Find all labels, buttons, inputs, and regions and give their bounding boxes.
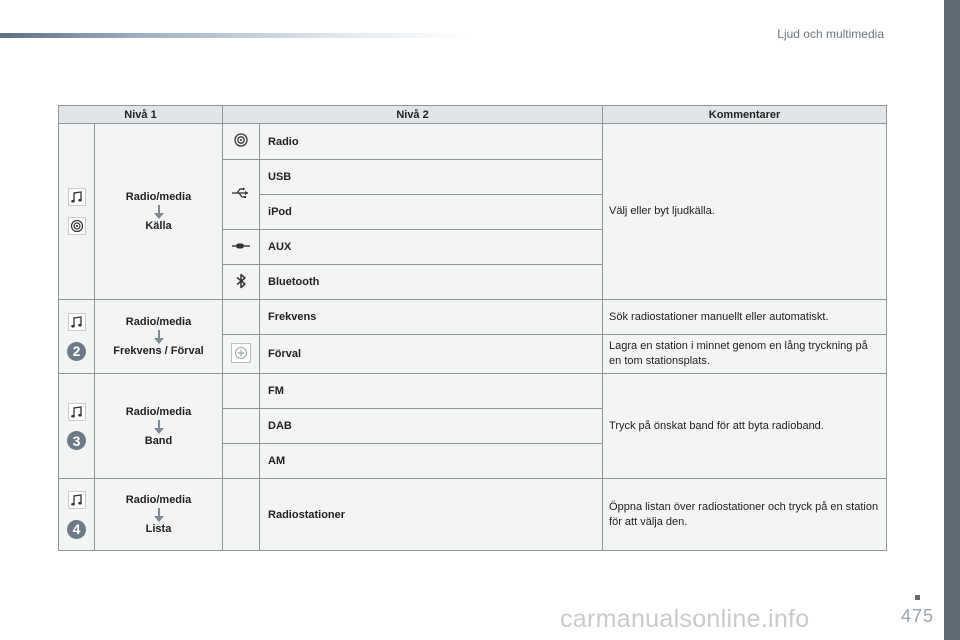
radio-antenna-icon [59,213,94,239]
preset-add-icon [223,335,260,374]
level2-item: Radio [260,124,603,160]
level2-item: AUX [260,230,603,265]
comment-cell: Sök radiostationer manuellt eller automatiskt. [603,300,887,335]
bluetooth-icon [223,265,260,300]
level2-item: Radiostationer [260,479,603,551]
group1-level1 [95,124,223,300]
radio-source-icon [223,124,260,160]
group1-comment: Välj eller byt ljudkälla. [603,124,887,300]
level2-item: Förval [260,335,603,374]
step-number-badge: 2 [59,338,94,364]
music-note-icon [59,487,94,513]
side-strip [944,0,960,640]
empty-icon-cell [223,374,260,409]
step-number-badge: 4 [59,516,94,542]
level1-top-label: Radio/media [125,494,192,506]
group1-icons [59,124,95,300]
section-title: Ljud och multimedia [777,27,884,41]
header-level1: Nivå 1 [59,106,223,124]
level1-bottom-label: Band [144,434,173,447]
music-note-icon [59,399,94,425]
group3-level1 [95,374,223,479]
table-row [59,374,887,409]
level1-bottom-label: Källa [145,220,172,232]
comment-cell: Lagra en station i minnet genom en lång tryckning på en tom stationsplats. [603,335,887,374]
level2-item: iPod [260,195,603,230]
header-level2: Nivå 2 [223,106,603,124]
group2-icons [59,300,95,374]
level1-top-label: Radio/media [125,405,192,418]
level1-bottom-label: Frekvens / Förval [113,345,204,357]
empty-icon-cell [223,409,260,444]
table-row [59,300,887,335]
level1-top-label: Radio/media [125,191,192,203]
top-decor-bar [0,33,470,38]
level1-bottom-label: Lista [145,523,172,535]
group3-icons [59,374,95,479]
header-comments: Kommentarer [603,106,887,124]
level2-item: AM [260,444,603,479]
level2-item: Frekvens [260,300,603,335]
usb-icon [223,160,260,230]
level2-item: DAB [260,409,603,444]
empty-icon-cell [223,300,260,335]
page-dot [915,595,920,600]
music-note-icon [59,184,94,210]
menu-table [58,105,887,551]
step-number-badge: 3 [59,428,94,454]
group4-icons [59,479,95,551]
group3-comment: Tryck på önskat band för att byta radioband. [603,374,887,479]
arrow-down-icon [154,205,164,219]
level1-top-label: Radio/media [125,316,192,328]
level2-item: FM [260,374,603,409]
empty-icon-cell [223,479,260,551]
group2-level1 [95,300,223,374]
empty-icon-cell [223,444,260,479]
aux-jack-icon [223,230,260,265]
arrow-down-icon [154,420,164,434]
group4-comment: Öppna listan över radiostationer och tryck på en station för att välja den. [603,479,887,551]
table-row [59,479,887,551]
arrow-down-icon [154,330,164,344]
page-number: 475 [900,606,934,626]
level2-item: USB [260,160,603,195]
music-note-icon [59,309,94,335]
table-row [59,124,887,160]
watermark: carmanualsonline.info [560,605,810,633]
arrow-down-icon [154,508,164,522]
group4-level1 [95,479,223,551]
table-header-row [59,106,887,124]
level2-item: Bluetooth [260,265,603,300]
